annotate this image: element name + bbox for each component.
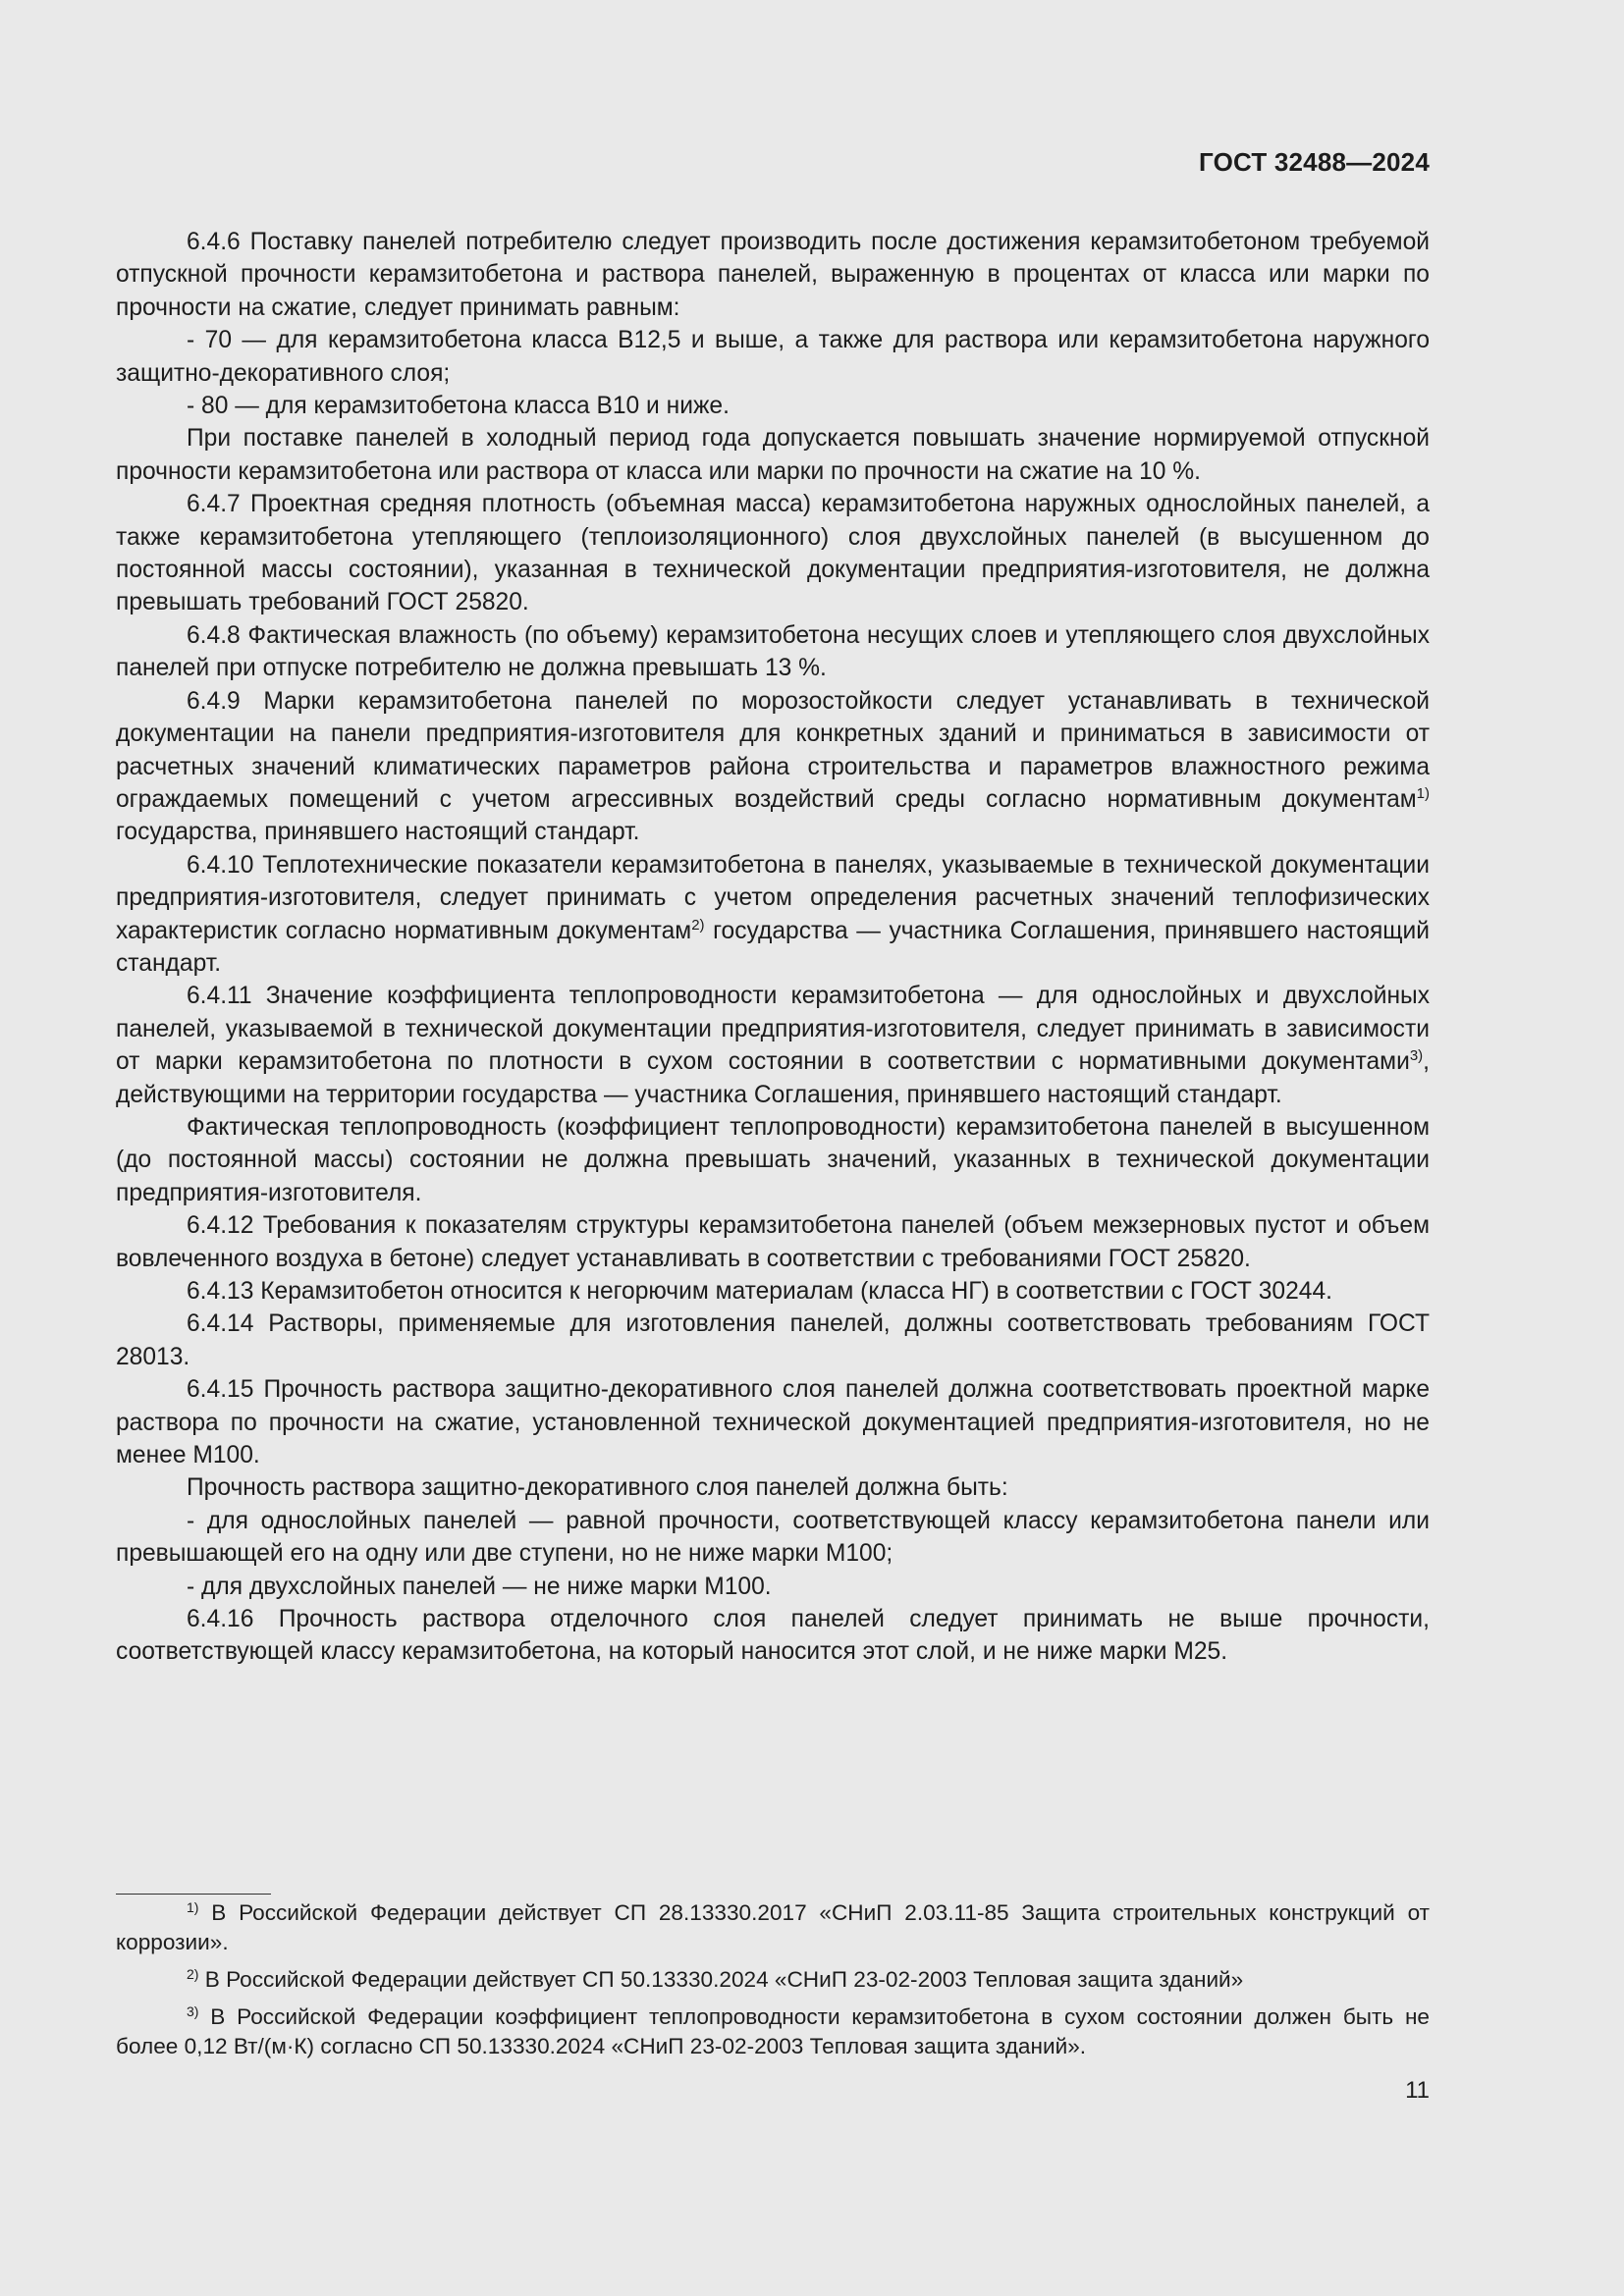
paragraph-6-4-9	[116, 685, 1430, 849]
footnote-ref[interactable]: 2)	[691, 916, 705, 934]
footnote-text: В Российской Федерации действует СП 28.13330.2017 «СНиП 2.03.11-85 Защита строительных конструкций от коррозии».	[116, 1900, 1430, 1954]
document-header-id: ГОСТ 32488—2024	[1199, 147, 1430, 177]
footnote-divider	[116, 1894, 271, 1895]
paragraph-6-4-10	[116, 849, 1430, 981]
paragraph: Фактическая теплопроводность (коэффициент теплопроводности) керамзитобетона панелей в высушенном (до постоянной массы) состоянии не должна превышать значений, указанных в технической документации предприятия-изготовителя.	[116, 1113, 1430, 1206]
paragraph: Прочность раствора защитно-декоративного слоя панелей должна быть:	[187, 1474, 1008, 1502]
paragraph-6-4-15: 6.4.15 Прочность раствора защитно-декоративного слоя панелей должна соответствовать проектной марке раствора по прочности на сжатие, установленной технической документацией предприятия-изготовителя, но не менее М100.	[116, 1376, 1430, 1469]
body-text	[116, 226, 1430, 1669]
paragraph-text: государства — участника Соглашения, принявшего настоящий стандарт.	[116, 917, 1430, 977]
paragraph-6-4-8: 6.4.8 Фактическая влажность (по объему) керамзитобетона несущих слоев и утепляющего слоя двухслойных панелей при отпуске потребителю не должна превышать 13 %.	[116, 621, 1430, 682]
footnote-mark: 2)	[187, 1966, 199, 1982]
paragraph-text: 6.4.10 Теплотехнические показатели керамзитобетона в панелях, указываемые в технической документации предприятия-изготовителя, следует принимать с учетом определения расчетных значений теплофизических характеристик согласно нормативным документам	[116, 851, 1430, 944]
footnote-3	[116, 2002, 1430, 2061]
paragraph-text: 6.4.9 Марки керамзитобетона панелей по морозостойкости следует устанавливать в технической документации на панели предприятия-изготовителя для конкретных зданий и приниматься в зависимости от расчетных значений климатических параметров района строительства и параметров влажностного режима ограждаемых помещений с учетом агрессивных воздействий среды согласно нормативным документам	[116, 687, 1430, 813]
paragraph-6-4-11	[116, 980, 1430, 1111]
list-item: - 80 — для керамзитобетона класса В10 и ниже.	[187, 393, 730, 420]
footnote-text: В Российской Федерации коэффициент теплопроводности керамзитобетона в сухом состоянии должен быть не более 0,12 Вт/(м·К) согласно СП 50.13330.2024 «СНиП 23-02-2003 Тепловая защита зданий».	[116, 2004, 1430, 2058]
list-item: - для двухслойных панелей — не ниже марки М100.	[187, 1573, 772, 1600]
paragraph-6-4-14: 6.4.14 Растворы, применяемые для изготовления панелей, должны соответствовать требованиям ГОСТ 28013.	[116, 1310, 1430, 1370]
paragraph-text: 6.4.11 Значение коэффициента теплопроводности керамзитобетона — для однослойных и двухслойных панелей, указываемой в технической документации предприятия-изготовителя, следует принимать в зависимости от марки керамзитобетона по плотности в сухом состоянии в соответствии с нормативными документами	[116, 983, 1430, 1076]
page-number: 11	[1405, 2077, 1430, 2104]
footnote-2	[116, 1965, 1430, 1995]
footnote-text: В Российской Федерации действует СП 50.13330.2024 «СНиП 23-02-2003 Тепловая защита зданий»	[198, 1967, 1244, 1992]
paragraph-6-4-13: 6.4.13 Керамзитобетон относится к негорючим материалам (класса НГ) в соответствии с ГОСТ 30244.	[187, 1278, 1332, 1305]
paragraph-text: , действующими на территории государства — участника Соглашения, принявшего настоящий стандарт.	[116, 1048, 1430, 1108]
paragraph-6-4-6: 6.4.6 Поставку панелей потребителю следует производить после достижения керамзитобетоном требуемой отпускной прочности керамзитобетона и раствора панелей, выраженную в процентах от класса или марки по прочности на сжатие, следует принимать равным:	[116, 229, 1430, 321]
paragraph-6-4-16: 6.4.16 Прочность раствора отделочного слоя панелей следует принимать не выше прочности, соответствующей классу керамзитобетона, на который наносится этот слой, и не ниже марки М25.	[116, 1606, 1430, 1666]
footnote-mark: 3)	[187, 2003, 199, 2019]
footnote-ref[interactable]: 1)	[1416, 784, 1430, 802]
footnote-1	[116, 1898, 1430, 1957]
paragraph-6-4-12: 6.4.12 Требования к показателям структуры керамзитобетона панелей (объем межзерновых пустот и объем вовлеченного воздуха в бетоне) следует устанавливать в соответствии с требованиями ГОСТ 25820.	[116, 1212, 1430, 1272]
footnote-ref[interactable]: 3)	[1409, 1047, 1424, 1065]
list-item: - для однослойных панелей — равной прочности, соответствующей классу керамзитобетона панели или превышающей его на одну или две ступени, но не ниже марки М100;	[116, 1507, 1430, 1568]
footnotes	[116, 1898, 1430, 2069]
paragraph-6-4-7: 6.4.7 Проектная средняя плотность (объемная масса) керамзитобетона наружных однослойных панелей, а также керамзитобетона утепляющего (теплоизоляционного) слоя двухслойных панелей (в высушенном до постоянной массы состоянии), указанная в технической документации предприятия-изготовителя, не должна превышать требований ГОСТ 25820.	[116, 491, 1430, 616]
list-item: - 70 — для керамзитобетона класса В12,5 и выше, а также для раствора или керамзитобетона наружного защитно-декоративного слоя;	[116, 327, 1430, 387]
paragraph-text: государства, принявшего настоящий стандарт.	[116, 819, 640, 846]
footnote-mark: 1)	[187, 1899, 199, 1915]
paragraph: При поставке панелей в холодный период года допускается повышать значение нормируемой отпускной прочности керамзитобетона или раствора от класса или марки по прочности на сжатие на 10 %.	[116, 425, 1430, 485]
